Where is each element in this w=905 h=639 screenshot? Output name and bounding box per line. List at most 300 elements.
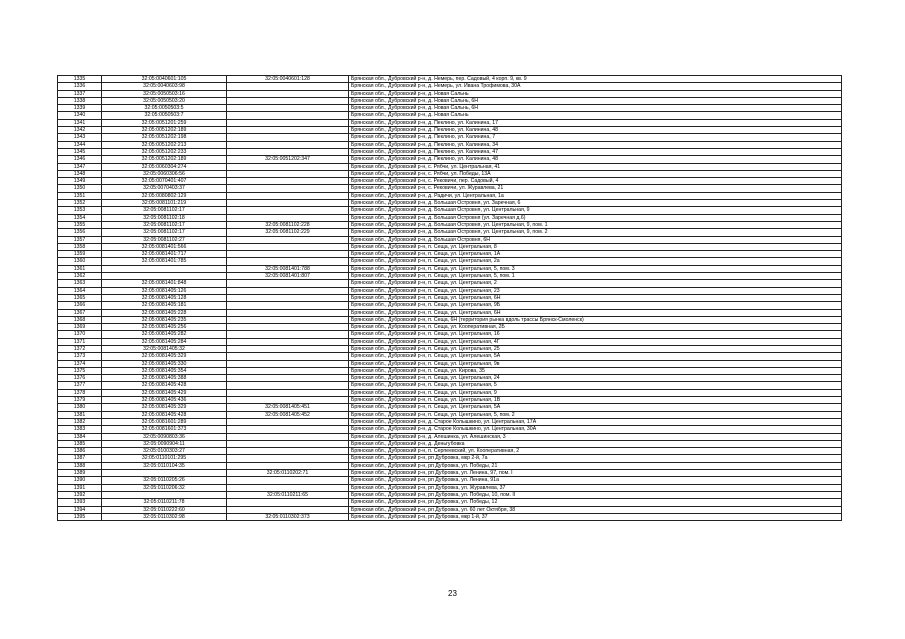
address-cell: Брянская обл., Дубровский р-н, д. Старое Колышкино, ул. Центральная, 30А — [349, 426, 842, 433]
object-cadastral-number-cell — [227, 178, 349, 185]
table-row — [58, 76, 842, 83]
cadastral-number-cell: 32:05:0081405:284 — [102, 338, 227, 345]
cadastral-number-cell: 32:05:0090904:11 — [102, 440, 227, 447]
address-cell: Брянская обл., Дубровский р-н, п. Сеща, ул. Центральная, 8 — [349, 243, 842, 250]
row-number-cell: 1360 — [58, 258, 102, 265]
address-cell: Брянская обл., Дубровский р-н, д. Старое Колышкино, ул. Центральная, 17А — [349, 418, 842, 425]
table-row — [58, 265, 842, 272]
cadastral-number-cell: 32:05:0110211:78 — [102, 499, 227, 506]
object-cadastral-number-cell: 32:05:0110202:71 — [227, 470, 349, 477]
table-row — [58, 294, 842, 301]
cadastral-number-cell — [102, 265, 227, 272]
object-cadastral-number-cell — [227, 97, 349, 104]
address-cell: Брянская обл., Дубровский р-н, п. Сеща, ул. Центральная, 5А — [349, 353, 842, 360]
table-row — [58, 178, 842, 185]
row-number-cell: 1347 — [58, 163, 102, 170]
cadastral-number-cell: 32:05:0081405:32 — [102, 345, 227, 352]
object-cadastral-number-cell — [227, 127, 349, 134]
cadastral-number-cell: 32:05:0051202:213 — [102, 141, 227, 148]
object-cadastral-number-cell — [227, 448, 349, 455]
address-cell: Брянская обл., Дубровский р-н, п. Сеща, ул. Центральная, 5, пом. 3 — [349, 265, 842, 272]
cadastral-number-cell: 32:05:0110222:60 — [102, 506, 227, 513]
object-cadastral-number-cell — [227, 134, 349, 141]
row-number-cell: 1391 — [58, 484, 102, 491]
address-cell: Брянская обл., Дубровский р-н, д. Пеклино, ул. Калинина, 7 — [349, 134, 842, 141]
table-row — [58, 127, 842, 134]
object-cadastral-number-cell — [227, 345, 349, 352]
table-row — [58, 462, 842, 469]
object-cadastral-number-cell — [227, 163, 349, 170]
row-number-cell: 1383 — [58, 426, 102, 433]
address-cell: Брянская обл., Дубровский р-н, п. Серпеевский, ул. Кооперативная, 2 — [349, 448, 842, 455]
page-number: 23 — [448, 589, 457, 598]
cadastral-number-cell — [102, 491, 227, 498]
cadastral-number-cell: 32:05:0081102:17 — [102, 207, 227, 214]
row-number-cell: 1381 — [58, 411, 102, 418]
cadastral-number-cell — [102, 470, 227, 477]
address-cell: Брянская обл., Дубровский р-н, п. Сеща, ул. Центральная, 1А — [349, 251, 842, 258]
object-cadastral-number-cell — [227, 105, 349, 112]
cadastral-number-cell: 32:05:0081405:428 — [102, 411, 227, 418]
object-cadastral-number-cell — [227, 367, 349, 374]
address-cell: Брянская обл., Дубровский р-н, п. Сеща, ул. Центральная, 24 — [349, 375, 842, 382]
object-cadastral-number-cell: 32:05:0110302:373 — [227, 513, 349, 520]
cadastral-number-cell: 32:05:0050503:20 — [102, 97, 227, 104]
row-number-cell: 1369 — [58, 324, 102, 331]
table-row — [58, 491, 842, 498]
table-row — [58, 448, 842, 455]
cadastral-number-cell: 32:05:0110104:35 — [102, 462, 227, 469]
address-cell: Брянская обл., Дубровский р-н, рп Дубровка, ул. Ленина, 97, пом. I — [349, 470, 842, 477]
address-cell: Брянская обл., Дубровский р-н, рп Дубровка, ул. Победы, 10, пом. II — [349, 491, 842, 498]
object-cadastral-number-cell — [227, 287, 349, 294]
address-cell: Брянская обл., Дубровский р-н, д. Большая Островня, ул. Центральная, 9, пом. 1 — [349, 221, 842, 228]
object-cadastral-number-cell: 32:05:0081102:228 — [227, 221, 349, 228]
row-number-cell: 1394 — [58, 506, 102, 513]
row-number-cell: 1346 — [58, 156, 102, 163]
table-row — [58, 367, 842, 374]
object-cadastral-number-cell — [227, 455, 349, 462]
row-number-cell: 1372 — [58, 345, 102, 352]
address-cell: Брянская обл., Дубровский р-н, п. Сеща, ул. Центральная, 16 — [349, 331, 842, 338]
object-cadastral-number-cell — [227, 251, 349, 258]
object-cadastral-number-cell — [227, 477, 349, 484]
object-cadastral-number-cell — [227, 316, 349, 323]
object-cadastral-number-cell — [227, 506, 349, 513]
table-row — [58, 280, 842, 287]
object-cadastral-number-cell — [227, 302, 349, 309]
object-cadastral-number-cell — [227, 243, 349, 250]
cadastral-number-cell: 32:05:0081405:256 — [102, 324, 227, 331]
object-cadastral-number-cell — [227, 440, 349, 447]
table-row — [58, 170, 842, 177]
object-cadastral-number-cell — [227, 112, 349, 119]
object-cadastral-number-cell — [227, 360, 349, 367]
address-cell: Брянская обл., Дубровский р-н, п. Сеща, ул. Центральная, 9Б — [349, 302, 842, 309]
object-cadastral-number-cell — [227, 236, 349, 243]
cadastral-number-cell: 32:05:0040601:105 — [102, 76, 227, 83]
table-row — [58, 83, 842, 90]
table-row — [58, 418, 842, 425]
cadastral-number-cell: 32:05:0081601:289 — [102, 418, 227, 425]
address-cell: Брянская обл., Дубровский р-н, п. Сеща, ул. Центральная, 9в — [349, 360, 842, 367]
object-cadastral-number-cell — [227, 185, 349, 192]
table-row — [58, 185, 842, 192]
row-number-cell: 1382 — [58, 418, 102, 425]
cadastral-number-cell: 32:05:0081601:373 — [102, 426, 227, 433]
cadastral-number-cell: 32:05:0081405:388 — [102, 375, 227, 382]
address-cell: Брянская обл., Дубровский р-н, д. Пеклино, ул. Калинина, 48 — [349, 156, 842, 163]
cadastral-number-cell: 32:05:0081405:282 — [102, 331, 227, 338]
cadastral-number-cell: 32:05:0081401:566 — [102, 243, 227, 250]
row-number-cell: 1349 — [58, 178, 102, 185]
row-number-cell: 1354 — [58, 214, 102, 221]
address-cell: Брянская обл., Дубровский р-н, рп Дубровка, мкр 2-й, 7а — [349, 455, 842, 462]
row-number-cell: 1384 — [58, 433, 102, 440]
table-row — [58, 375, 842, 382]
row-number-cell: 1395 — [58, 513, 102, 520]
cadastral-number-cell: 32:05:0060304:274 — [102, 163, 227, 170]
object-cadastral-number-cell — [227, 338, 349, 345]
address-cell: Брянская обл., Дубровский р-н, п. Сеща, ул. Центральная, 6Н — [349, 309, 842, 316]
row-number-cell: 1380 — [58, 404, 102, 411]
row-number-cell: 1368 — [58, 316, 102, 323]
table-row — [58, 134, 842, 141]
cadastral-number-cell: 32:05:0110206:32 — [102, 484, 227, 491]
cadastral-number-cell: 32:05:0050503:16 — [102, 90, 227, 97]
cadastral-number-cell: 32:05:0050503:7 — [102, 112, 227, 119]
cadastral-number-cell: 32:05:0081405:354 — [102, 367, 227, 374]
table-row — [58, 229, 842, 236]
row-number-cell: 1388 — [58, 462, 102, 469]
row-number-cell: 1344 — [58, 141, 102, 148]
address-cell: Брянская обл., Дубровский р-н, д. Новая Сальнь — [349, 112, 842, 119]
cadastral-number-cell: 32:05:0081405:330 — [102, 360, 227, 367]
object-cadastral-number-cell — [227, 331, 349, 338]
address-cell: Брянская обл., Дубровский р-н, д. Деньгубовка — [349, 440, 842, 447]
cadastral-number-cell: 32:05:0081102:17 — [102, 229, 227, 236]
table-row — [58, 156, 842, 163]
row-number-cell: 1336 — [58, 83, 102, 90]
object-cadastral-number-cell — [227, 294, 349, 301]
object-cadastral-number-cell — [227, 207, 349, 214]
object-cadastral-number-cell — [227, 426, 349, 433]
row-number-cell: 1339 — [58, 105, 102, 112]
object-cadastral-number-cell — [227, 258, 349, 265]
table-row — [58, 484, 842, 491]
table-row — [58, 455, 842, 462]
cadastral-number-cell: 32:05:0081405:428 — [102, 382, 227, 389]
row-number-cell: 1366 — [58, 302, 102, 309]
object-cadastral-number-cell — [227, 170, 349, 177]
cadastral-number-cell: 32:05:0081405:181 — [102, 302, 227, 309]
table-row — [58, 192, 842, 199]
address-cell: Брянская обл., Дубровский р-н, д. Новая Сальнь, 6Н — [349, 105, 842, 112]
row-number-cell: 1376 — [58, 375, 102, 382]
row-number-cell: 1351 — [58, 192, 102, 199]
address-cell: Брянская обл., Дубровский р-н, д. Пеклино, ул. Калинина, 48 — [349, 127, 842, 134]
address-cell: Брянская обл., Дубровский р-н, д. Новая Сальнь — [349, 90, 842, 97]
address-cell: Брянская обл., Дубровский р-н, п. Сеща, ул. Центральная, 2а — [349, 258, 842, 265]
table-row — [58, 207, 842, 214]
row-number-cell: 1358 — [58, 243, 102, 250]
table-row — [58, 389, 842, 396]
cadastral-number-cell: 32:05:0081102:27 — [102, 236, 227, 243]
table-row — [58, 119, 842, 126]
object-cadastral-number-cell — [227, 148, 349, 155]
table-row — [58, 506, 842, 513]
row-number-cell: 1341 — [58, 119, 102, 126]
cadastral-number-cell: 32:05:0081401:717 — [102, 251, 227, 258]
address-cell: Брянская обл., Дубровский р-н, п. Сеща, ул. Центральная, 5, пом. 2 — [349, 411, 842, 418]
cadastral-number-cell: 32:05:0051201:259 — [102, 119, 227, 126]
address-cell: Брянская обл., Дубровский р-н, с. Рековичи, пер. Садовый, 4 — [349, 178, 842, 185]
cadastral-number-cell: 32:05:0081102:18 — [102, 214, 227, 221]
row-number-cell: 1361 — [58, 265, 102, 272]
row-number-cell: 1359 — [58, 251, 102, 258]
cadastral-number-cell: 32:05:0081405:436 — [102, 397, 227, 404]
cadastral-number-cell: 32:05:0070403:37 — [102, 185, 227, 192]
cadastral-number-cell: 32:05:0081102:17 — [102, 221, 227, 228]
table-row — [58, 360, 842, 367]
cadastral-number-cell: 32:05:0050503:5 — [102, 105, 227, 112]
cadastral-number-cell: 32:05:0081405:329 — [102, 353, 227, 360]
row-number-cell: 1379 — [58, 397, 102, 404]
table-row — [58, 148, 842, 155]
table-row — [58, 97, 842, 104]
cadastral-number-cell: 32:05:0080802:129 — [102, 192, 227, 199]
address-cell: Брянская обл., Дубровский р-н, п. Сеща, ул. Центральная, 2 — [349, 280, 842, 287]
object-cadastral-number-cell — [227, 200, 349, 207]
row-number-cell: 1365 — [58, 294, 102, 301]
table-body — [58, 76, 842, 521]
cadastral-number-cell: 32:05:0051202:189 — [102, 156, 227, 163]
cadastral-number-cell: 32:05:0051202:233 — [102, 148, 227, 155]
object-cadastral-number-cell — [227, 375, 349, 382]
object-cadastral-number-cell — [227, 214, 349, 221]
address-cell: Брянская обл., Дубровский р-н, п. Сеща, ул. Центральная, 1В — [349, 397, 842, 404]
row-number-cell: 1386 — [58, 448, 102, 455]
cadastral-number-cell: 32:05:0110302:98 — [102, 513, 227, 520]
object-cadastral-number-cell: 32:05:0110211:65 — [227, 491, 349, 498]
address-cell: Брянская обл., Дубровский р-н, п. Сеща, ул. Центральная, 9 — [349, 389, 842, 396]
address-cell: Брянская обл., Дубровский р-н, д. Немерь, ул. Ивана Трофимова, 30А — [349, 83, 842, 90]
address-cell: Брянская обл., Дубровский р-н, п. Сеща, ул. Центральная, 5 — [349, 382, 842, 389]
address-cell: Брянская обл., Дубровский р-н, д. Новая Сальнь, 6Н — [349, 97, 842, 104]
row-number-cell: 1371 — [58, 338, 102, 345]
table-row — [58, 90, 842, 97]
address-cell: Брянская обл., Дубровский р-н, п. Сеща, ул. Центральная, 6Н — [349, 294, 842, 301]
row-number-cell: 1335 — [58, 76, 102, 83]
row-number-cell: 1342 — [58, 127, 102, 134]
cadastral-number-cell: 32:05:0070401:407 — [102, 178, 227, 185]
address-cell: Брянская обл., Дубровский р-н, д. Немерь, пер. Садовый, 4 корп. 9, кв. 9 — [349, 76, 842, 83]
table-row — [58, 513, 842, 520]
row-number-cell: 1370 — [58, 331, 102, 338]
row-number-cell: 1377 — [58, 382, 102, 389]
cadastral-number-cell: 32:05:0110101:295 — [102, 455, 227, 462]
row-number-cell: 1367 — [58, 309, 102, 316]
cadastral-number-cell: 32:05:0040603:98 — [102, 83, 227, 90]
cadastral-number-cell: 32:05:0090803:36 — [102, 433, 227, 440]
cadastral-number-cell: 32:05:0110205:26 — [102, 477, 227, 484]
row-number-cell: 1340 — [58, 112, 102, 119]
table-row — [58, 141, 842, 148]
table-row — [58, 273, 842, 280]
row-number-cell: 1352 — [58, 200, 102, 207]
table-row — [58, 302, 842, 309]
cadastral-number-cell: 32:05:0100303:27 — [102, 448, 227, 455]
row-number-cell: 1389 — [58, 470, 102, 477]
address-cell: Брянская обл., Дубровский р-н, д. Большая Островня (ул. Заречная д.6) — [349, 214, 842, 221]
table-row — [58, 345, 842, 352]
table-row — [58, 433, 842, 440]
object-cadastral-number-cell — [227, 83, 349, 90]
object-cadastral-number-cell: 32:05:0081401:788 — [227, 265, 349, 272]
row-number-cell: 1338 — [58, 97, 102, 104]
address-cell: Брянская обл., Дубровский р-н, д. Большая Островня, ул. Заречная, 6 — [349, 200, 842, 207]
object-cadastral-number-cell — [227, 309, 349, 316]
address-cell: Брянская обл., Дубровский р-н, д. Большая Островня, ул. Центральная, 9, пом. 2 — [349, 229, 842, 236]
object-cadastral-number-cell: 32:05:0081405:451 — [227, 404, 349, 411]
cadastral-number-cell: 32:05:0051202:189 — [102, 127, 227, 134]
address-cell: Брянская обл., Дубровский р-н, п. Сеща, ул. Центральная, 5, пом. 1 — [349, 273, 842, 280]
table-row — [58, 163, 842, 170]
cadastral-number-cell: 32:05:0081405:228 — [102, 309, 227, 316]
table-row — [58, 324, 842, 331]
cadastral-number-cell — [102, 273, 227, 280]
object-cadastral-number-cell — [227, 280, 349, 287]
row-number-cell: 1364 — [58, 287, 102, 294]
object-cadastral-number-cell — [227, 484, 349, 491]
table-row — [58, 499, 842, 506]
cadastral-number-cell: 32:05:0060306:56 — [102, 170, 227, 177]
object-cadastral-number-cell: 32:05:0051202:347 — [227, 156, 349, 163]
address-cell: Брянская обл., Дубровский р-н, п. Сеща, ул. Кирова, 35 — [349, 367, 842, 374]
object-cadastral-number-cell: 32:05:0081405:452 — [227, 411, 349, 418]
address-cell: Брянская обл., Дубровский р-н, д. Пеклино, ул. Калинина, 34 — [349, 141, 842, 148]
object-cadastral-number-cell — [227, 119, 349, 126]
address-cell: Брянская обл., Дубровский р-н, рп Дубровка, ул. Победы, 21 — [349, 462, 842, 469]
address-cell: Брянская обл., Дубровский р-н, д. Алешинка, ул. Алешинская, 3 — [349, 433, 842, 440]
address-cell: Брянская обл., Дубровский р-н, с. Рябчи, ул. Победы, 13А — [349, 170, 842, 177]
row-number-cell: 1373 — [58, 353, 102, 360]
cadastral-table — [57, 75, 842, 521]
row-number-cell: 1392 — [58, 491, 102, 498]
address-cell: Брянская обл., Дубровский р-н, с. Рябчи, ул. Центральная, 41 — [349, 163, 842, 170]
object-cadastral-number-cell — [227, 324, 349, 331]
table-row — [58, 105, 842, 112]
row-number-cell: 1350 — [58, 185, 102, 192]
table-row — [58, 221, 842, 228]
address-cell: Брянская обл., Дубровский р-н, рп Дубровка, ул. 60 лет Октября, 38 — [349, 506, 842, 513]
row-number-cell: 1357 — [58, 236, 102, 243]
row-number-cell: 1343 — [58, 134, 102, 141]
table-row — [58, 404, 842, 411]
object-cadastral-number-cell — [227, 382, 349, 389]
object-cadastral-number-cell — [227, 397, 349, 404]
table-row — [58, 287, 842, 294]
object-cadastral-number-cell: 32:05:0081401:807 — [227, 273, 349, 280]
address-cell: Брянская обл., Дубровский р-н, д. Радичи, ул. Центральная, 1а — [349, 192, 842, 199]
address-cell: Брянская обл., Дубровский р-н, рп Дубровка, мкр 1-й, 37 — [349, 513, 842, 520]
row-number-cell: 1337 — [58, 90, 102, 97]
table-row — [58, 353, 842, 360]
object-cadastral-number-cell — [227, 433, 349, 440]
row-number-cell: 1356 — [58, 229, 102, 236]
address-cell: Брянская обл., Дубровский р-н, рп Дубровка, ул. Победы, 12 — [349, 499, 842, 506]
cadastral-number-cell: 32:05:0081405:235 — [102, 316, 227, 323]
cadastral-number-cell: 32:05:0081405:126 — [102, 287, 227, 294]
address-cell: Брянская обл., Дубровский р-н, п. Сеща, ул. Центральная, 25 — [349, 345, 842, 352]
cadastral-number-cell: 32:05:0081101:219 — [102, 200, 227, 207]
cadastral-number-cell: 32:05:0051202:198 — [102, 134, 227, 141]
table-row — [58, 440, 842, 447]
object-cadastral-number-cell: 32:05:0040601:128 — [227, 76, 349, 83]
address-cell: Брянская обл., Дубровский р-н, д. Пеклино, ул. Калинина, 47 — [349, 148, 842, 155]
table-row — [58, 251, 842, 258]
cadastral-number-cell: 32:05:0081401:785 — [102, 258, 227, 265]
row-number-cell: 1375 — [58, 367, 102, 374]
table-row — [58, 214, 842, 221]
row-number-cell: 1387 — [58, 455, 102, 462]
cadastral-number-cell: 32:05:0081401:848 — [102, 280, 227, 287]
address-cell: Брянская обл., Дубровский р-н, д. Пеклино, ул. Калинина, 17 — [349, 119, 842, 126]
row-number-cell: 1353 — [58, 207, 102, 214]
table-row — [58, 397, 842, 404]
row-number-cell: 1363 — [58, 280, 102, 287]
row-number-cell: 1348 — [58, 170, 102, 177]
row-number-cell: 1362 — [58, 273, 102, 280]
row-number-cell: 1374 — [58, 360, 102, 367]
row-number-cell: 1345 — [58, 148, 102, 155]
table-row — [58, 236, 842, 243]
address-cell: Брянская обл., Дубровский р-н, п. Сеща, ул. Центральная, 23 — [349, 287, 842, 294]
table-row — [58, 309, 842, 316]
row-number-cell: 1393 — [58, 499, 102, 506]
object-cadastral-number-cell — [227, 90, 349, 97]
table-row — [58, 243, 842, 250]
table-row — [58, 112, 842, 119]
address-cell: Брянская обл., Дубровский р-н, д. Большая Островня, 6Н — [349, 236, 842, 243]
object-cadastral-number-cell — [227, 462, 349, 469]
object-cadastral-number-cell — [227, 141, 349, 148]
cadastral-number-cell: 32:05:0081405:429 — [102, 389, 227, 396]
address-cell: Брянская обл., Дубровский р-н, п. Сеща, 6Н (территория рынка вдоль трассы Брянск-Смоленск) — [349, 316, 842, 323]
cadastral-number-cell: 32:05:0081405:329 — [102, 404, 227, 411]
object-cadastral-number-cell: 32:05:0081102:229 — [227, 229, 349, 236]
table-row — [58, 200, 842, 207]
row-number-cell: 1355 — [58, 221, 102, 228]
object-cadastral-number-cell — [227, 499, 349, 506]
object-cadastral-number-cell — [227, 418, 349, 425]
row-number-cell: 1385 — [58, 440, 102, 447]
address-cell: Брянская обл., Дубровский р-н, д. Большая Островня, ул. Центральная, 9 — [349, 207, 842, 214]
table-row — [58, 470, 842, 477]
address-cell: Брянская обл., Дубровский р-н, п. Сеща, ул. Кооперативная, 2Б — [349, 324, 842, 331]
row-number-cell: 1378 — [58, 389, 102, 396]
table-row — [58, 258, 842, 265]
table-row — [58, 316, 842, 323]
table-row — [58, 338, 842, 345]
address-cell: Брянская обл., Дубровский р-н, п. Сеща, ул. Центральная, 5А — [349, 404, 842, 411]
row-number-cell: 1390 — [58, 477, 102, 484]
table-row — [58, 382, 842, 389]
table-row — [58, 426, 842, 433]
address-cell: Брянская обл., Дубровский р-н, п. Сеща, ул. Центральная, 4Г — [349, 338, 842, 345]
address-cell: Брянская обл., Дубровский р-н, рп Дубровка, ул. Ленина, 91а — [349, 477, 842, 484]
object-cadastral-number-cell — [227, 353, 349, 360]
